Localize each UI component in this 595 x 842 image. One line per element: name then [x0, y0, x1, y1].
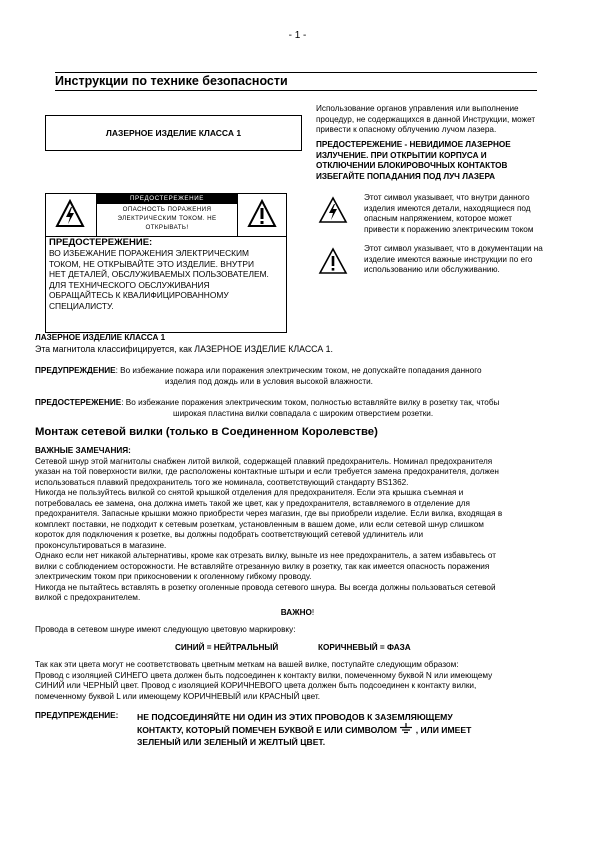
warning-label-box — [45, 193, 287, 333]
lightning-triangle-icon — [55, 199, 85, 229]
text-line: Никогда не пытайтесь вставлять в розетку оголенные провода сетевого шнура. Вы всегда должны пользоваться сетевой — [35, 582, 496, 592]
text-line: Так как эти цвета могут не соответствовать цветным меткам на вашей вилке, поступайте следующим образом: — [35, 660, 459, 669]
warning-body-line: ТОКОМ, НЕ ОТКРЫВАЙТЕ ЭТО ИЗДЕЛИЕ. ВНУТРИ — [49, 258, 254, 269]
warning-label-center — [96, 194, 238, 236]
wiring-instructions — [35, 660, 560, 702]
voltage-symbol-explanation — [316, 193, 556, 238]
warning-body-line: ДЛЯ ТЕХНИЧЕСКОГО ОБСЛУЖИВАНИЯ — [49, 279, 210, 290]
text-line: проконсультироваться в магазине. — [35, 540, 167, 550]
warning-label-line: ЭЛЕКТРИЧЕСКИМ ТОКОМ. НЕ — [117, 215, 217, 222]
exclamation-triangle-icon — [247, 199, 277, 229]
warning-body-line: СПЕЦИАЛИСТУ. — [49, 300, 114, 311]
warning-label-header: ПРЕДОСТЕРЕЖЕНИЕ — [97, 194, 237, 204]
caution-text-cont: широкая пластина вилки совпадала с широким отверстием розетки. — [173, 408, 434, 418]
rain-warning — [35, 366, 560, 387]
text-line: ИЗЛУЧЕНИЕ. ПРИ ОТКРЫТИИ КОРПУСА И — [316, 150, 487, 160]
text-line: опасным напряжением, которое может — [364, 214, 512, 223]
blue-wire-label: СИНИЙ = НЕЙТРАЛЬНЫЙ — [175, 643, 279, 652]
warning-text-cont: изделия под дождь или в условия высокой влажности. — [165, 376, 373, 386]
warning-text: : Во избежание пожара или поражения электрическим током, не допускайте попадания данного — [115, 366, 482, 375]
laser-class-text: Эта магнитола классифицируется, как ЛАЗЕРНОЕ ИЗДЕЛИЕ КЛАССА 1. — [35, 343, 333, 354]
invisible-laser-warning — [316, 140, 546, 182]
exclamation-triangle-icon — [318, 247, 348, 275]
text-line: Использование органов управления или выполнение — [316, 104, 519, 113]
text-line: ПРЕДОСТЕРЕЖЕНИЕ - НЕВИДИМОЕ ЛАЗЕРНОЕ — [316, 140, 511, 149]
text-fragment: КОНТАКТУ, КОТОРЫЙ ПОМЕЧЕН БУКВОЙ Е ИЛИ СИМВОЛОМ — [137, 725, 397, 735]
text-line: привести к поражению электрическим током — [364, 224, 534, 234]
text-line: Никогда не пользуйтесь вилкой со снятой крышкой отделения для предохранителя. Если эта крышка съемная и — [35, 488, 464, 497]
page-number: - 1 - — [288, 30, 307, 41]
final-warning-text — [137, 711, 557, 748]
text-line: изделие имеются важные инструкции по его — [364, 254, 533, 264]
warning-label-body-title: ПРЕДОСТЕРЕЖЕНИЕ: — [49, 237, 153, 248]
controls-warning-paragraph — [316, 104, 546, 136]
brown-wire-label: КОРИЧНЕВЫЙ = ФАЗА — [318, 643, 411, 652]
final-warning-label: ПРЕДУПРЕЖДЕНИЕ: — [35, 711, 119, 720]
text-line: использованию или обслуживанию. — [364, 265, 500, 274]
text-line: привести к опасному облучению лучом лазера. — [316, 125, 497, 134]
text-line: ОТКЛЮЧЕНИИ БЛОКИРОВОЧНЫХ КОНТАКТОВ — [316, 161, 508, 170]
plug-notes — [35, 446, 560, 604]
text-line: Этот символ указывает, что внутри данного — [364, 193, 530, 202]
text-line: вилкой с предохранителем. — [35, 593, 141, 602]
text-line: Провод с изоляцией СИНЕГО цвета должен быть подсоединен к контакту вилки, помеченному буквой N или имеющему — [35, 670, 493, 680]
text-line: процедур, не содержащихся в данной Инструкции, может — [316, 114, 536, 124]
caution-text: : Во избежание поражения электрическим током, полностью вставляйте вилку в розетку так, чтобы — [121, 398, 500, 407]
text-line: Сетевой шнур этой магнитолы снабжен литой вилкой, содержащей плавкий предохранитель. Номинал предохранителя — [35, 456, 493, 466]
warning-body-line: ОБРАЩАЙТЕСЬ К КВАЛИФИЦИРОВАННОМУ — [49, 290, 229, 300]
text-line: электрическим током при прикосновении к оголенному гибкому проводу. — [35, 572, 312, 581]
ground-symbol-icon — [399, 723, 413, 734]
section-title: Инструкции по технике безопасности — [55, 72, 537, 91]
text-line: вилки с соблюдением осторожности. Не вставляйте отрезанную вилку в розетку, так как имеется опасность поражения — [35, 561, 490, 571]
warning-label-line: ОТКРЫВАТЬ! — [145, 224, 189, 231]
text-line: короток для подключения к розетке, вы должны подобрать соответствующий сетевой удлинитель или — [35, 530, 424, 539]
text-line: потребовалась ее замена, она должна иметь такой же цвет, как у предохранителя, вставляемого в отделение для — [35, 498, 470, 508]
instructions-symbol-text — [364, 244, 560, 276]
text-line — [137, 723, 557, 736]
laser-class-title: ЛАЗЕРНОЕ ИЗДЕЛИЕ КЛАССА 1 — [35, 333, 166, 342]
warning-label-header-row — [46, 194, 286, 237]
text-line: СИНИЙ или ЧЕРНЫЙ цвет. Провод с изоляцией КОРИЧНЕВОГО цвета должен быть подсоединен к контакту вилки, — [35, 681, 477, 690]
laser-class-box-text: ЛАЗЕРНОЕ ИЗДЕЛИЕ КЛАССА 1 — [105, 128, 242, 138]
text-line: указан на той поверхности вилки, где расположены контактные штыри и если требуется замена предохранителя, должен — [35, 467, 499, 476]
text-line: помеченному буквой L или имеющему КОРИЧНЕВЫЙ или КРАСНЫЙ цвет. — [35, 691, 320, 701]
laser-class-section — [35, 333, 560, 354]
text-line: изделия имеются детали, находящиеся под — [364, 203, 531, 213]
text-line: ИЗБЕГАЙТЕ ПОПАДАНИЯ ПОД ЛУЧ ЛАЗЕРА — [316, 171, 496, 181]
text-line: Этот символ указывает, что в документации на — [364, 244, 543, 253]
lightning-triangle-icon — [318, 196, 348, 224]
text-line: НЕ ПОДСОЕДИНЯЙТЕ НИ ОДИН ИЗ ЭТИХ ПРОВОДОВ К ЗАЗЕМЛЯЮЩЕМУ — [137, 712, 453, 722]
text-line: предохранителя. Запасные крышки можно приобрести через магазин, где вы приобрели изделие. Если вилка, входящая в — [35, 509, 503, 518]
important-label: ВАЖНО — [280, 608, 312, 617]
warning-label: ПРЕДУПРЕЖДЕНИЕ — [35, 366, 116, 375]
laser-class-box — [45, 115, 302, 151]
text-line: комплект поставки, не подходит к сетевым розеткам, установленным в вашем доме, или если сетевой шнур слишком — [35, 519, 484, 529]
plug-section-title: Монтаж сетевой вилки (только в Соединенном Королевстве) — [35, 426, 378, 438]
warning-label-body — [49, 237, 285, 311]
caution-label: ПРЕДОСТЕРЕЖЕНИЕ — [35, 398, 122, 407]
important-suffix: ! — [311, 608, 315, 617]
important-heading — [0, 608, 595, 619]
text-line: Однако если нет никакой альтернативы, кроме как отрезать вилку, выньте из нее предохранитель, а затем избавьтесь от — [35, 551, 496, 560]
notes-title: ВАЖНЫЕ ЗАМЕЧАНИЯ: — [35, 446, 131, 455]
wires-intro: Провода в сетевом шнуре имеют следующую цветовую маркировку: — [35, 625, 296, 634]
instructions-symbol-explanation — [316, 244, 556, 289]
voltage-symbol-text — [364, 193, 560, 235]
text-line: использоваться плавкий предохранитель того же номинала, соответствующий стандарту BS1362. — [35, 477, 409, 487]
text-fragment: , ИЛИ ИМЕЕТ — [415, 725, 472, 735]
plug-caution — [35, 398, 560, 419]
warning-body-line: НЕТ ДЕТАЛЕЙ, ОБСЛУЖИВАЕМЫХ ПОЛЬЗОВАТЕЛЕМ. — [49, 269, 269, 279]
warning-body-line: ВО ИЗБЕЖАНИЕ ПОРАЖЕНИЯ ЭЛЕКТРИЧЕСКИМ — [49, 248, 250, 258]
warning-label-text — [97, 204, 237, 232]
warning-label-line: ОПАСНОСТЬ ПОРАЖЕНИЯ — [122, 206, 212, 213]
text-line: ЗЕЛЕНЫЙ ИЛИ ЗЕЛЕНЫЙ И ЖЕЛТЫЙ ЦВЕТ. — [137, 737, 326, 747]
